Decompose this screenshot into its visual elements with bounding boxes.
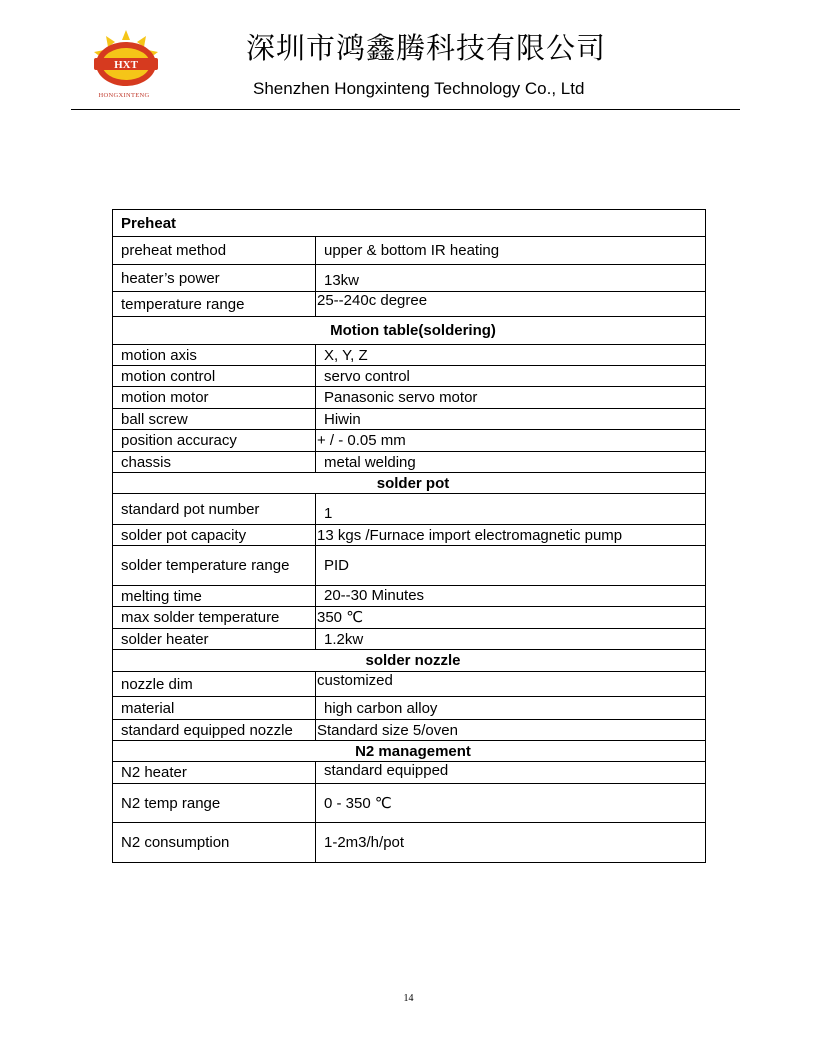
table-row — [113, 494, 706, 525]
row-value: 25--240c degree — [316, 292, 706, 317]
row-label: melting time — [113, 586, 316, 607]
row-label: solder heater — [113, 629, 316, 650]
table-row — [113, 629, 706, 650]
page-number: 14 — [403, 993, 414, 1004]
section-row-preheat — [113, 210, 706, 237]
table-row — [113, 366, 706, 387]
row-label: position accuracy — [113, 430, 316, 452]
table-row — [113, 292, 706, 317]
row-label: nozzle dim — [113, 672, 316, 697]
row-value: X, Y, Z — [316, 345, 706, 366]
table-row — [113, 345, 706, 366]
table-row — [113, 784, 706, 823]
row-label: standard equipped nozzle — [113, 720, 316, 741]
row-label: N2 consumption — [113, 823, 316, 863]
section-title-motion: Motion table(soldering) — [113, 317, 706, 345]
row-label: material — [113, 697, 316, 720]
section-title-preheat: Preheat — [113, 210, 706, 237]
section-row-solder-nozzle — [113, 650, 706, 672]
row-label: chassis — [113, 452, 316, 473]
row-label: motion axis — [113, 345, 316, 366]
row-value: Hiwin — [316, 409, 706, 430]
section-row-n2 — [113, 741, 706, 762]
row-value: customized — [316, 672, 706, 697]
company-name-english: Shenzhen Hongxinteng Technology Co., Ltd — [253, 79, 585, 98]
table-row — [113, 697, 706, 720]
row-label: motion control — [113, 366, 316, 387]
row-label: solder pot capacity — [113, 525, 316, 546]
logo-text: HXT — [114, 59, 138, 71]
row-label: preheat method — [113, 237, 316, 265]
row-value: 0 - 350 ℃ — [316, 784, 706, 823]
row-value: Panasonic servo motor — [316, 387, 706, 409]
section-title-solder-pot: solder pot — [113, 473, 706, 494]
table-row — [113, 823, 706, 863]
row-value: standard equipped — [316, 762, 706, 784]
row-value: PID — [316, 546, 706, 586]
row-value: 13kw — [316, 265, 706, 292]
table-row — [113, 672, 706, 697]
row-value: servo control — [316, 366, 706, 387]
table-row — [113, 409, 706, 430]
logo-subtext: HONGXINTENG — [98, 92, 150, 99]
row-value: Standard size 5/oven — [316, 720, 706, 741]
section-row-motion — [113, 317, 706, 345]
table-row — [113, 430, 706, 452]
row-value: 20--30 Minutes — [316, 586, 706, 607]
company-name-chinese: 深圳市鸿鑫腾科技有限公司 — [246, 31, 607, 65]
table-row — [113, 525, 706, 546]
row-value: 1 — [316, 494, 706, 525]
row-label: ball screw — [113, 409, 316, 430]
row-value: metal welding — [316, 452, 706, 473]
row-value: upper & bottom IR heating — [316, 237, 706, 265]
row-label: standard pot number — [113, 494, 316, 525]
row-label: heater’s power — [113, 265, 316, 292]
section-row-solder-pot — [113, 473, 706, 494]
header-divider — [71, 109, 740, 110]
row-label: solder temperature range — [113, 546, 316, 586]
section-title-solder-nozzle: solder nozzle — [113, 650, 706, 672]
row-label: max solder temperature — [113, 607, 316, 629]
row-value: 13 kgs /Furnace import electromagnetic pump — [316, 525, 706, 546]
table-row — [113, 720, 706, 741]
company-logo — [86, 28, 166, 102]
row-value: 350 ℃ — [316, 607, 706, 629]
row-label: N2 temp range — [113, 784, 316, 823]
table-row — [113, 237, 706, 265]
row-value: 1.2kw — [316, 629, 706, 650]
section-title-n2: N2 management — [113, 741, 706, 762]
row-label: temperature range — [113, 292, 316, 317]
table-row — [113, 546, 706, 586]
table-row — [113, 452, 706, 473]
row-label: motion motor — [113, 387, 316, 409]
table-row — [113, 607, 706, 629]
table-row — [113, 586, 706, 607]
row-value: high carbon alloy — [316, 697, 706, 720]
row-value: 1-2m3/h/pot — [316, 823, 706, 863]
spec-table — [112, 209, 706, 863]
row-label: N2 heater — [113, 762, 316, 784]
table-row — [113, 762, 706, 784]
row-value: + / - 0.05 mm — [316, 430, 706, 452]
table-row — [113, 387, 706, 409]
table-row — [113, 265, 706, 292]
